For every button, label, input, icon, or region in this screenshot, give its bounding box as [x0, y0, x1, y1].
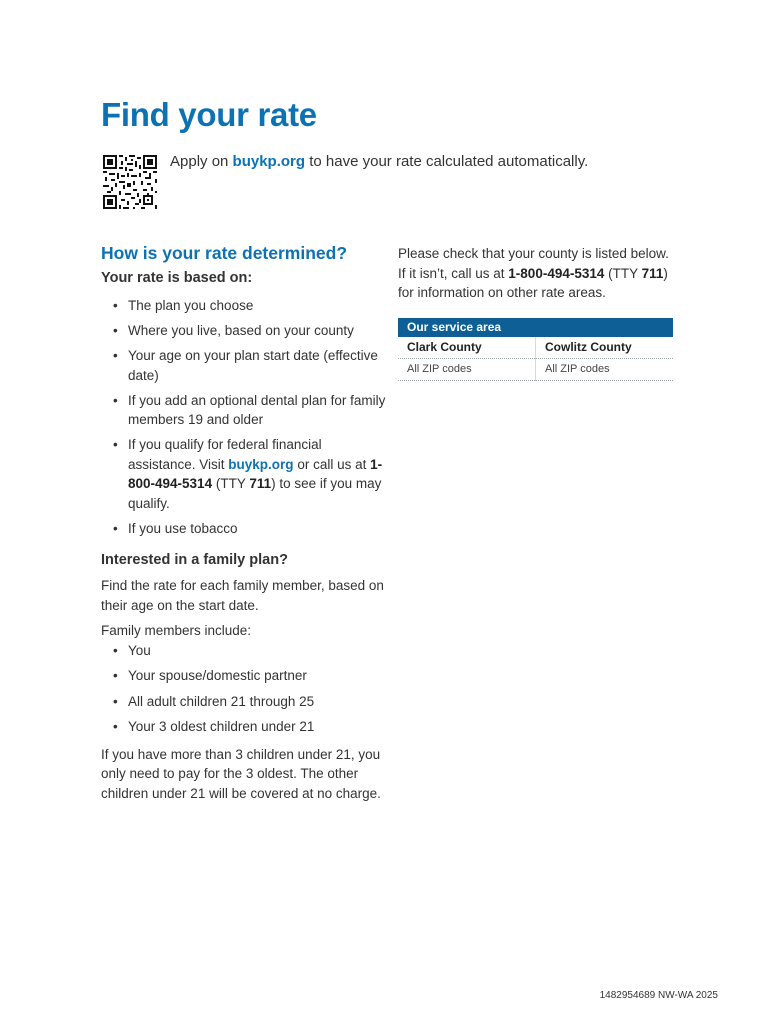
county-check-text: (TTY: [604, 265, 642, 281]
phone-number[interactable]: 1-800-494-5314: [508, 265, 605, 281]
family-heading: Interested in a family plan?: [101, 552, 288, 568]
list-text: (TTY: [212, 476, 250, 491]
county-check-text: Please check that your county is listed below. If it isn’t, call us at: [398, 246, 669, 281]
buykp-link[interactable]: buykp.org: [232, 153, 306, 170]
list-text: ) to see if you may qualify.: [128, 476, 382, 511]
list-text: If you qualify for federal financial assistance. Visit: [128, 437, 322, 472]
buykp-link[interactable]: buykp.org: [228, 456, 294, 472]
list-item: • Your age on your plan start date (effective date): [101, 346, 386, 385]
list-item: • All adult children 21 through 25: [101, 692, 386, 712]
left-column: [101, 243, 386, 809]
document-code: 1482954689 NW-WA 2025: [599, 990, 718, 1001]
service-area-header: Our service area: [398, 318, 673, 337]
list-item: • If you add an optional dental plan for family members 19 and older: [101, 391, 386, 430]
list-item: • Where you live, based on your county: [101, 321, 386, 341]
apply-suffix: to have your rate calculated automatically.: [305, 153, 589, 170]
children-paragraph: If you have more than 3 children under 21, you only need to pay for the 3 oldest. The other children under 21 will be covered at no charge.: [101, 746, 381, 801]
based-on-label: Your rate is based on:: [101, 270, 253, 286]
list-item: • The plan you choose: [101, 296, 386, 316]
county-clark: Clark County: [398, 337, 535, 359]
county-check-paragraph: [398, 244, 673, 303]
list-item: • You: [101, 641, 386, 661]
apply-prefix: Apply on: [170, 153, 233, 170]
tty-number: 711: [641, 265, 664, 281]
rate-factors-list: [101, 296, 386, 538]
qr-code-icon[interactable]: [103, 155, 157, 209]
list-item: • If you use tobacco: [101, 519, 386, 539]
phone-number[interactable]: 1-800-494-5314: [128, 456, 383, 491]
family-paragraph: Find the rate for each family member, based on their age on the start date.: [101, 578, 384, 613]
apply-line: [170, 153, 588, 170]
table-row: [398, 337, 673, 359]
list-item: [101, 435, 386, 513]
right-column: [398, 244, 673, 381]
county-check-text: ) for information on other rate areas.: [398, 265, 668, 300]
tty-number: 711: [249, 476, 272, 491]
county-cowlitz: Cowlitz County: [535, 337, 673, 359]
cowlitz-zip-codes: All ZIP codes: [535, 359, 673, 381]
service-area-table: [398, 318, 673, 381]
table-row: [398, 359, 673, 381]
list-item: • Your spouse/domestic partner: [101, 666, 386, 686]
family-members-label: Family members include:: [101, 623, 252, 638]
list-text: or call us at: [293, 456, 371, 472]
family-members-list: [101, 641, 386, 737]
clark-zip-codes: All ZIP codes: [398, 359, 535, 381]
rate-heading: How is your rate determined?: [101, 243, 348, 263]
page-title: Find your rate: [101, 96, 317, 133]
list-item: • Your 3 oldest children under 21: [101, 717, 386, 737]
